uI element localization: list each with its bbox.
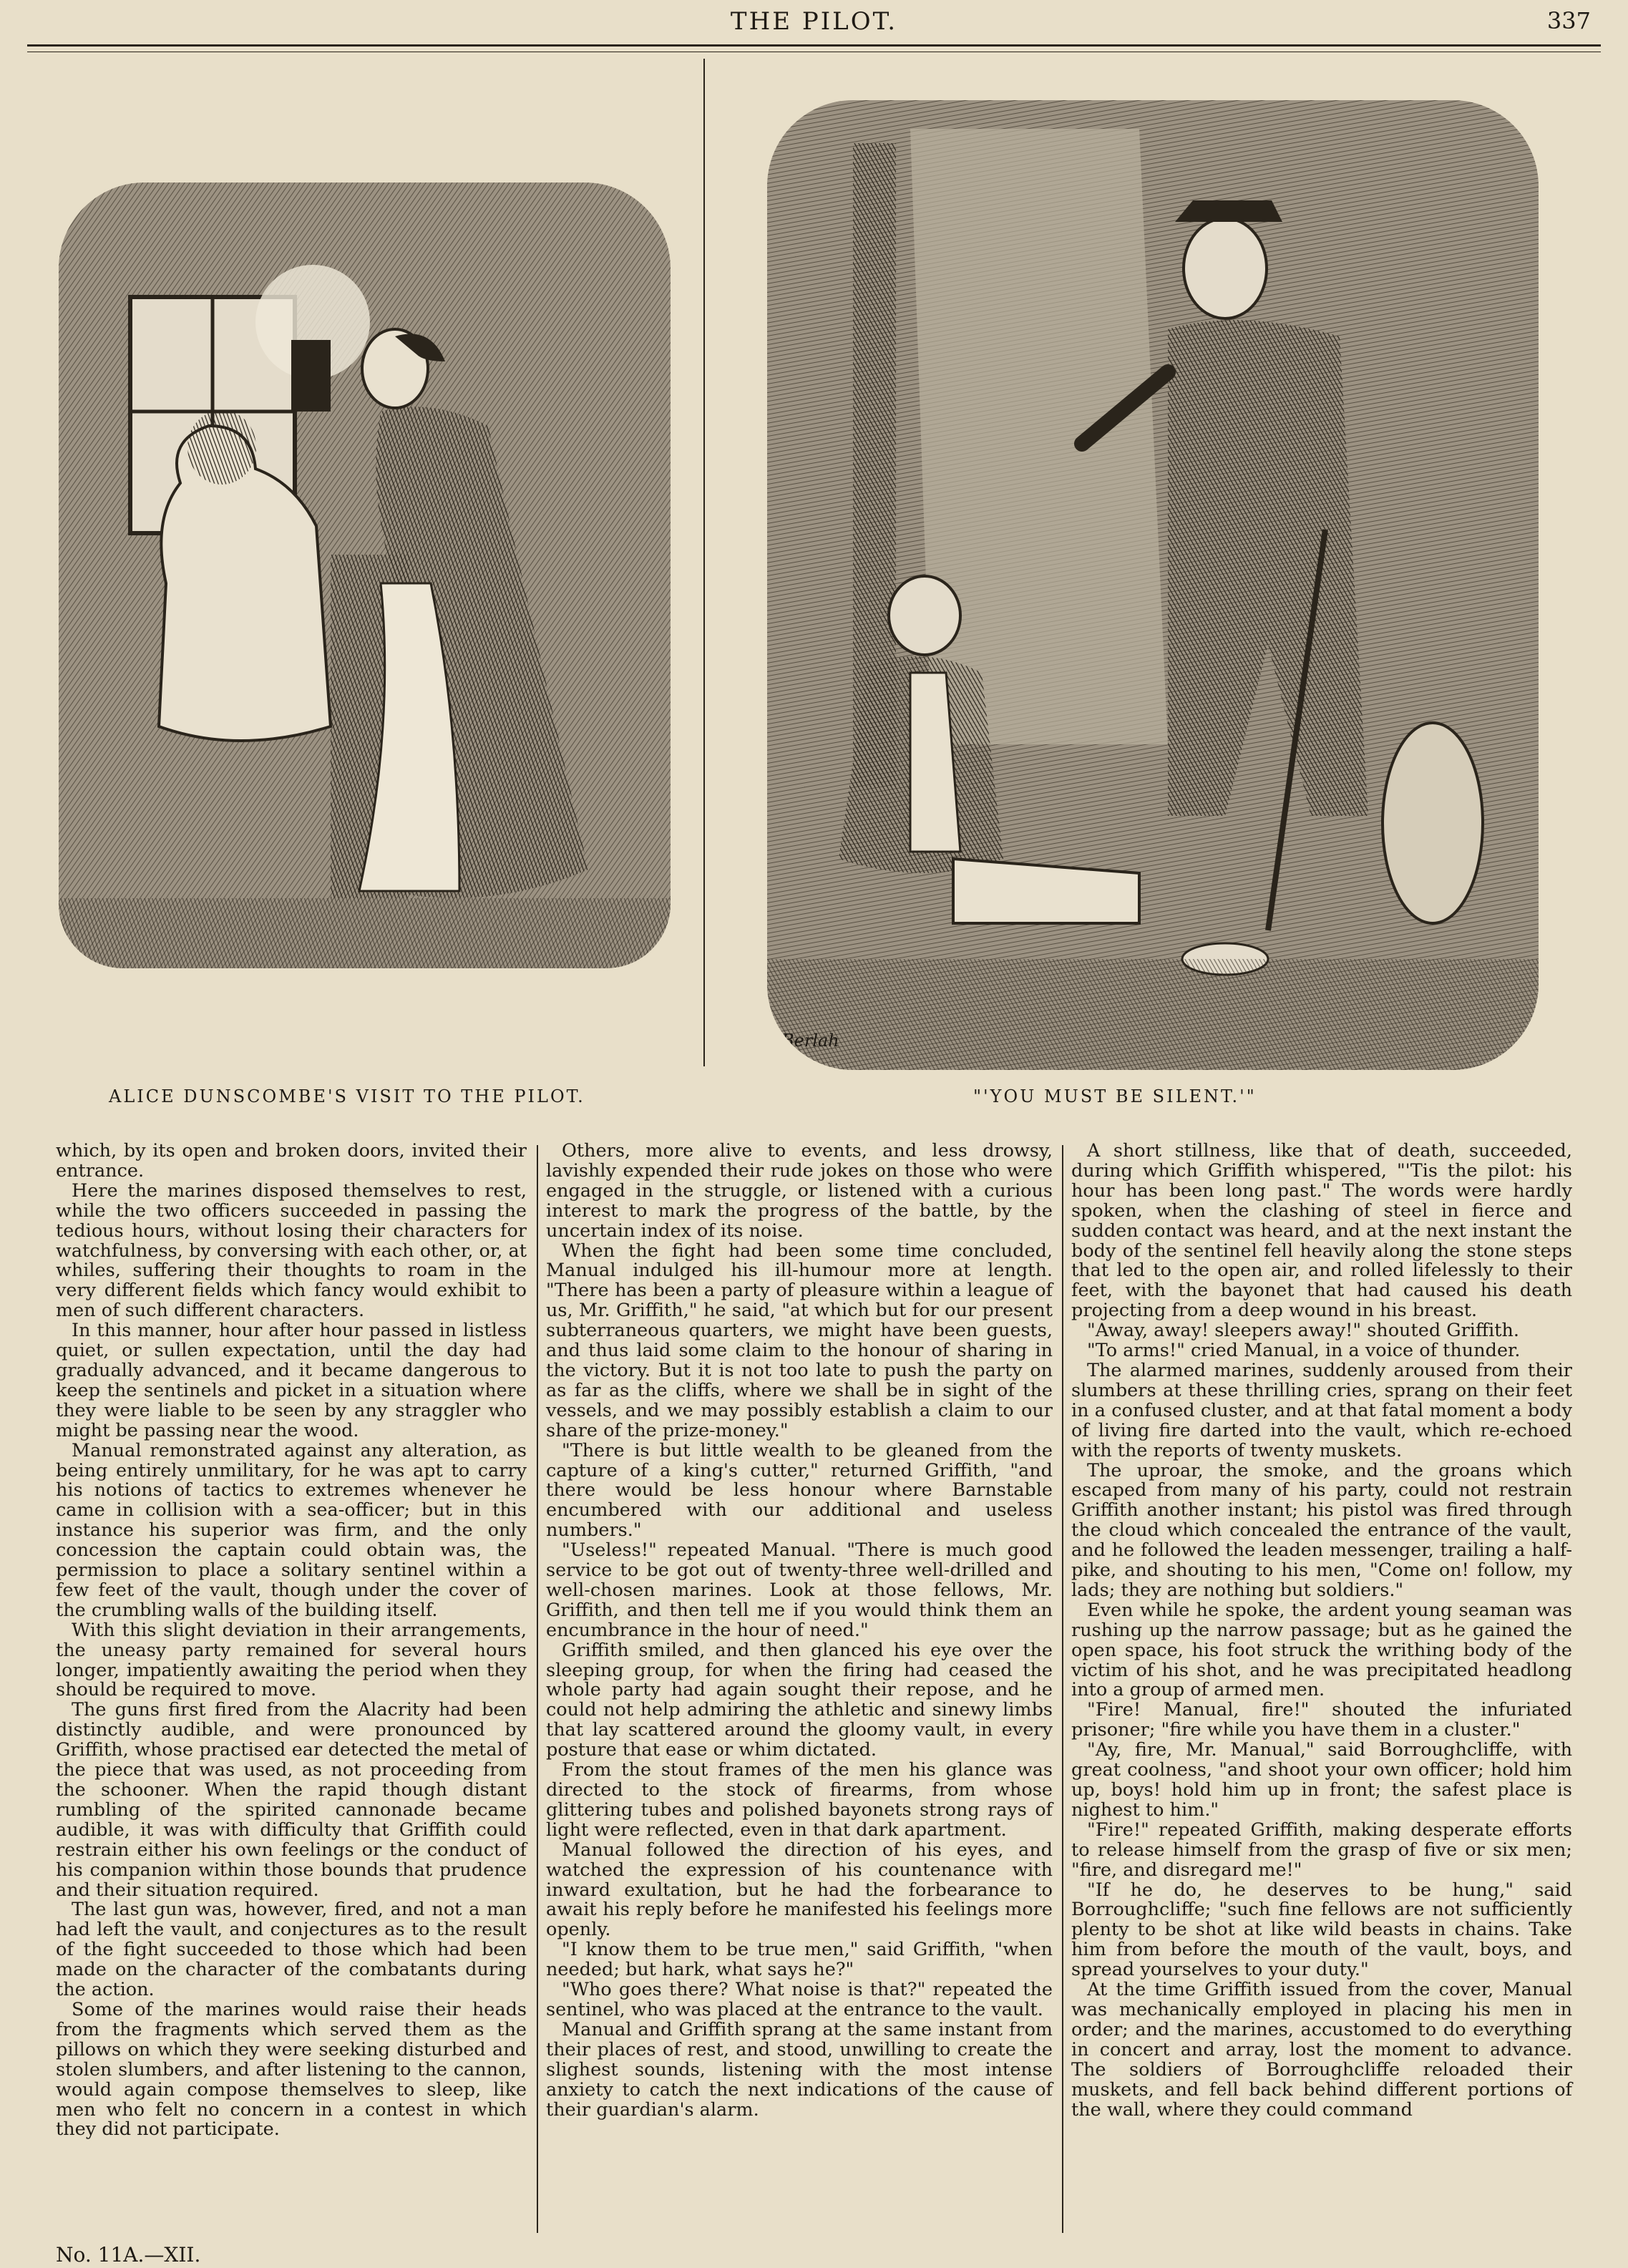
caption-you-must-be-silent: "'YOU MUST BE SILENT.'" <box>973 1086 1257 1106</box>
paragraph: "If he do, he deserves to be hung," said Borroughcliffe; "such fine fellows are not sufficiently plenty to be shot at like wild beasts in chains. Take him from before the mouth of the vault, boys, and spread yourselves to your duty." <box>1071 1879 1572 1981</box>
paragraph: Some of the marines would raise their heads from the fragments which served them as the pillows on which they were seeking disturbed and stolen slumbers, and after listening to the cannon, would again compose themselves to sleep, like men who felt no concern in a contest in which they did not participate. <box>56 1998 527 2141</box>
signature-mark: No. 11A.—XII. <box>56 2243 201 2267</box>
paragraph: In this manner, hour after hour passed in listless quiet, or sullen expectation, until the day had gradually advanced, and it became dangerous to keep the sentinels and picket in a situation where they were liable to be seen by any straggler who might be passing near the wood. <box>56 1320 527 1441</box>
paragraph: Here the marines disposed themselves to rest, while the two officers succeeded in passing the tedious hours, without losing their characters for watchfulness, by conversing with each other, or, at whiles, suffering their thoughts to roam in the very different fields which fancy would exhibit to men of such different characters. <box>56 1179 527 1322</box>
illustration-alice-visit <box>59 182 671 968</box>
paragraph: The guns first fired from the Alacrity had been distinctly audible, and were pronounced by Griffith, whose practised ear detected the metal of the piece that was used, as not proceeding from the schooner. When the rapid though distant rumbling of the spirited cannonade became audible, it was with difficulty that Griffith could restrain either his own feelings or the conduct of his companion within those bounds that prudence and their situation required. <box>56 1699 527 1901</box>
paragraph: With this slight deviation in their arrangements, the uneasy party remained for several hours longer, impatiently awaiting the period when they should be required to move. <box>56 1619 527 1701</box>
paragraph: "Ay, fire, Mr. Manual," said Borroughcliffe, with great coolness, "and shoot your own officer; hold him up, boys! hold him up in front; the safest place is nighest to him." <box>1071 1739 1572 1821</box>
paragraph: "Fire!" repeated Griffith, making desperate efforts to release himself from the grasp of five or six men; "fire, and disregard me!" <box>1071 1819 1572 1881</box>
column-divider-2 <box>1062 1145 1063 2233</box>
text-column-3 <box>1071 1142 1572 2120</box>
header-rule-top <box>27 44 1601 47</box>
paragraph: "There is but little wealth to be gleaned from the capture of a king's cutter," returned Griffith, "and there would be less honour where Barnstable encumbered with our additional and useless numbers." <box>546 1439 1053 1542</box>
text-column-2 <box>546 1142 1053 2120</box>
paragraph: "Who goes there? What noise is that?" repeated the sentinel, who was placed at the entrance to the vault. <box>546 1979 1053 2020</box>
paragraph: "To arms!" cried Manual, in a voice of thunder. <box>1087 1340 1521 1362</box>
paragraph: which, by its open and broken doors, invited their entrance. <box>56 1140 527 1182</box>
paragraph: Manual followed the direction of his eyes, and watched the expression of his countenance with inward exultation, but he had the forbearance to await his reply before he manifested his feelings more openly. <box>546 1839 1053 1941</box>
paragraph: Others, more alive to events, and less drowsy, lavishly expended their rude jokes on those who were engaged in the struggle, or listened with a curious interest to mark the progress of the battle, by the uncertain index of its noise. <box>546 1140 1053 1242</box>
running-title: THE PILOT. <box>730 7 898 36</box>
paragraph: At the time Griffith issued from the cover, Manual was mechanically employed in placing his men in order; and the marines, accustomed to do everything in concert and array, lost the moment to advance. The soldiers of Borroughcliffe reloaded their muskets, and fell back behind different portions of the wall, where they could command <box>1071 1979 1572 2121</box>
caption-alice-visit: ALICE DUNSCOMBE'S VISIT TO THE PILOT. <box>109 1086 585 1106</box>
text-column-1 <box>56 1142 527 2140</box>
paragraph: "Away, away! sleepers away!" shouted Griffith. <box>1087 1320 1520 1342</box>
paragraph: The alarmed marines, suddenly aroused from their slumbers at these thrilling cries, sprang on their feet in a confused cluster, and at that fatal moment a body of living fire darted into the vault, which re-echoed with the reports of twenty muskets. <box>1071 1359 1572 1461</box>
illustration-divider <box>703 59 705 1066</box>
engraving-alice-visit <box>59 182 671 968</box>
artist-signature: Berlah <box>781 1031 839 1051</box>
paragraph: Manual remonstrated against any alteration, as being entirely unmilitary, for he was apt to carry his notions of tactics to extremes whenever he came in collision with a sea-officer; but in this instance his superior was firm, and the only concession the captain could obtain was, the permission to place a solitary sentinel within a few feet of the vault, though under the cover of the crumbling walls of the building itself. <box>56 1439 527 1621</box>
paragraph: A short stillness, like that of death, succeeded, during which Griffith whispered, "'Tis the pilot: his hour has been long past." The words were hardly spoken, when the clashing of steel in fierce and sudden contact was heard, and at the next instant the body of the sentinel fell heavily along the stone steps that led to the open air, and rolled lifelessly to their feet, with the bayonet that had caused his death projecting from a deep wound in his breast. <box>1071 1140 1572 1322</box>
paragraph: "I know them to be true men," said Griffith, "when needed; but hark, what says he?" <box>546 1939 1053 1981</box>
illustration-you-must-be-silent <box>767 100 1539 1070</box>
engraving-you-must-be-silent <box>767 100 1539 1070</box>
column-divider-1 <box>537 1145 538 2233</box>
paragraph: "Useless!" repeated Manual. "There is much good service to be got out of twenty-three well-drilled and well-chosen marines. Look at those fellows, Mr. Griffith, and then tell me if you would think them an encumbrance in the hour of need." <box>546 1539 1053 1641</box>
paragraph: From the stout frames of the men his glance was directed to the stock of firearms, from whose glittering tubes and polished bayonets strong rays of light were reflected, even in that dark apartment. <box>546 1759 1053 1841</box>
paragraph: Griffith smiled, and then glanced his eye over the sleeping group, for when the firing had ceased the whole party had again sought their repose, and he could not help admiring the athletic and sinewy limbs that lay scattered around the gloomy vault, in every posture that ease or whim dictated. <box>546 1639 1053 1761</box>
paragraph: Manual and Griffith sprang at the same instant from their places of rest, and stood, unwilling to create the slighest sounds, listening with the most intense anxiety to catch the next indications of the cause of their guardian's alarm. <box>546 2018 1053 2121</box>
paragraph: Even while he spoke, the ardent young seaman was rushing up the narrow passage; but as he gained the open space, his foot struck the writhing body of the victim of his shot, and he was precipitated headlong into a group of armed men. <box>1071 1599 1572 1701</box>
running-header <box>27 4 1601 36</box>
page-number: 337 <box>1546 7 1591 34</box>
paragraph: The last gun was, however, fired, and not a man had left the vault, and conjectures as to the result of the fight succeeded to those which had been made on the character of the combatants during the action. <box>56 1899 527 2001</box>
paragraph: "Fire! Manual, fire!" shouted the infuriated prisoner; "fire while you have them in a cluster." <box>1071 1699 1572 1741</box>
paragraph: When the fight had been some time concluded, Manual indulged his ill-humour more at length. "There has been a party of pleasure within a league of us, Mr. Griffith," he said, "at which but for our present subterraneous quarters, we might have been guests, and thus laid some claim to the honour of sharing in the victory. But it is not too late to push the party on as far as the cliffs, where we shall be in sight of the vessels, and we may possibly establish a claim to our share of the prize-money." <box>546 1240 1053 1441</box>
paragraph: The uproar, the smoke, and the groans which escaped from many of his party, could not restrain Griffith another instant; his pistol was fired through the cloud which concealed the entrance of the vault, and he followed the leaden messenger, trailing a half-pike, and shouting to his men, "Come on! follow, my lads; they are nothing but soldiers." <box>1071 1459 1572 1601</box>
